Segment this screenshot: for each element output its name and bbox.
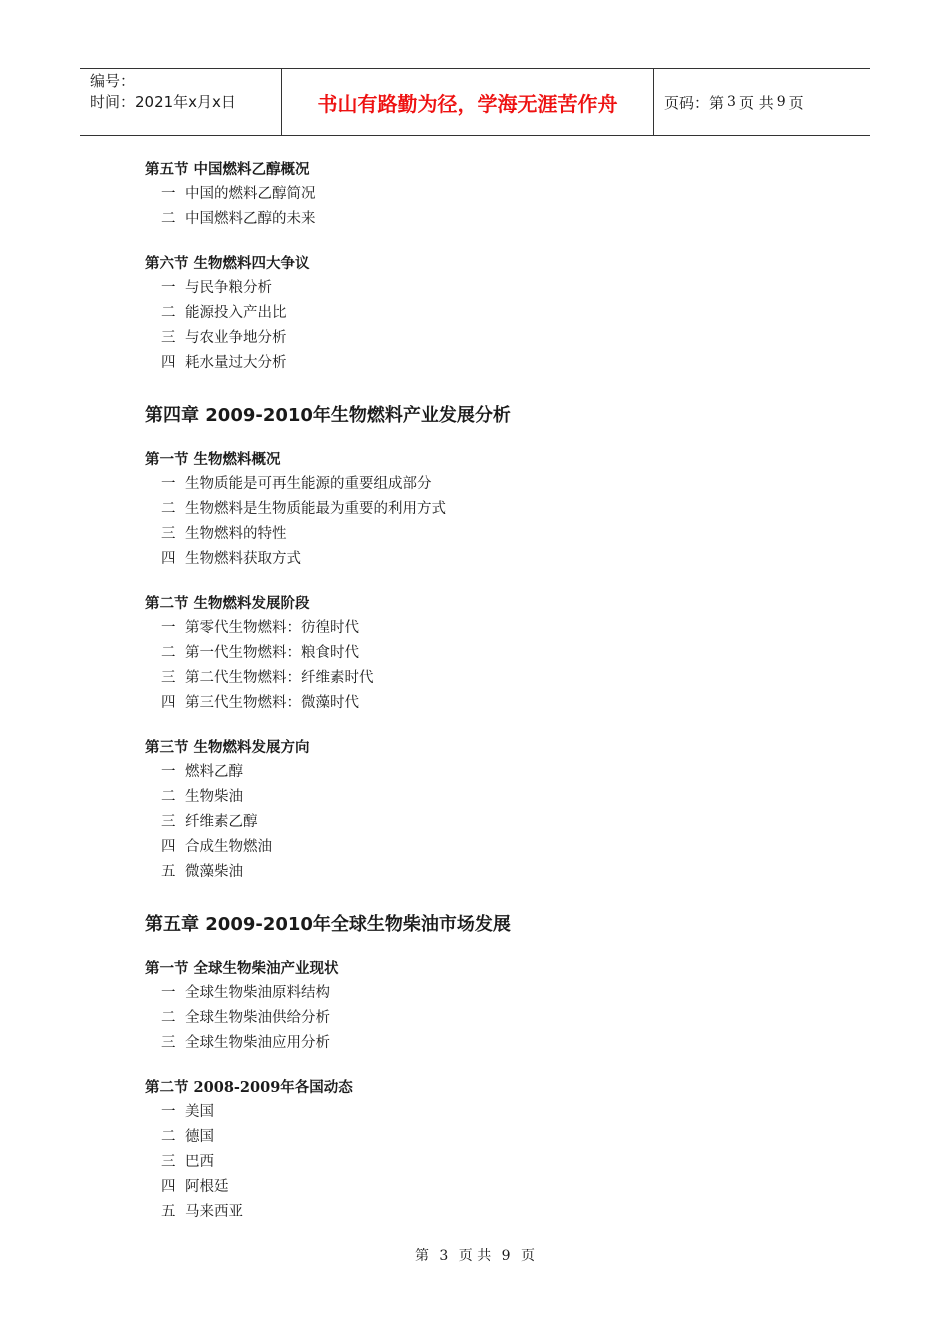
item-index: 三 [161, 330, 176, 346]
list-item [145, 472, 845, 497]
list-item [145, 1031, 845, 1056]
item-text: 与民争粮分析 [185, 280, 272, 296]
item-text: 马来西亚 [185, 1204, 243, 1220]
page-mid: 页 共 [738, 93, 774, 112]
item-index: 三 [161, 526, 176, 542]
list-item [145, 616, 845, 641]
section-title: 第六节 生物燃料四大争议 [145, 255, 310, 272]
item-index: 一 [161, 476, 176, 492]
item-index: 一 [161, 620, 176, 636]
item-index: 二 [161, 645, 176, 661]
header-page-number [654, 69, 870, 135]
item-text: 耗水量过大分析 [185, 355, 287, 371]
document-code-label: 编号： [90, 72, 136, 90]
item-text: 全球生物柴油应用分析 [185, 1035, 330, 1051]
list-item [145, 497, 845, 522]
document-date: 时间：2021年x月x日 [90, 93, 236, 111]
item-index: 一 [161, 186, 176, 202]
footer-current: 3 [439, 1248, 449, 1264]
list-item [145, 547, 845, 572]
list-item [145, 641, 845, 666]
item-index: 一 [161, 280, 176, 296]
chapter-title: 第四章 2009-2010年生物燃料产业发展分析 [145, 405, 511, 426]
item-index: 二 [161, 789, 176, 805]
section-title: 第一节 生物燃料概况 [145, 451, 281, 468]
section-title: 第二节 生物燃料发展阶段 [145, 595, 310, 612]
item-text: 第三代生物燃料：微藻时代 [185, 695, 359, 711]
item-text: 第一代生物燃料：粮食时代 [185, 645, 359, 661]
footer-prefix: 第 [414, 1248, 429, 1264]
item-text: 生物柴油 [185, 789, 243, 805]
chapter-title: 第五章 2009-2010年全球生物柴油市场发展 [145, 914, 511, 935]
item-index: 二 [161, 211, 176, 227]
header-motto: 书山有路勤为径，学海无涯苦作舟 [282, 69, 654, 135]
item-index: 三 [161, 814, 176, 830]
list-item [145, 207, 845, 232]
page-current: 3 [727, 94, 736, 110]
item-text: 阿根廷 [185, 1179, 229, 1195]
item-text: 合成生物燃油 [185, 839, 272, 855]
list-item [145, 182, 845, 207]
item-index: 四 [161, 1179, 176, 1195]
list-item [145, 301, 845, 326]
list-item [145, 666, 845, 691]
item-text: 生物燃料是生物质能最为重要的利用方式 [185, 501, 446, 517]
item-text: 微藻柴油 [185, 864, 243, 880]
footer-suffix: 页 [521, 1248, 536, 1264]
list-item [145, 351, 845, 376]
header-meta [80, 69, 282, 135]
item-text: 生物燃料获取方式 [185, 551, 301, 567]
item-text: 中国的燃料乙醇简况 [185, 186, 316, 202]
page-header [80, 68, 870, 136]
section-title: 第五节 中国燃料乙醇概况 [145, 161, 310, 178]
list-item [145, 1150, 845, 1175]
page-suffix: 页 [788, 93, 804, 112]
item-text: 美国 [185, 1104, 214, 1120]
list-item [145, 981, 845, 1006]
item-index: 一 [161, 764, 176, 780]
item-index: 一 [161, 985, 176, 1001]
list-item [145, 1125, 845, 1150]
item-text: 全球生物柴油供给分析 [185, 1010, 330, 1026]
page-total: 9 [776, 94, 786, 110]
item-index: 二 [161, 1129, 176, 1145]
section-title: 第一节 全球生物柴油产业现状 [145, 960, 339, 977]
table-of-contents [145, 158, 845, 1225]
item-text: 中国燃料乙醇的未来 [185, 211, 316, 227]
footer-mid: 页 共 [458, 1248, 492, 1264]
list-item [145, 691, 845, 716]
item-text: 能源投入产出比 [185, 305, 287, 321]
item-text: 第二代生物燃料：纤维素时代 [185, 670, 374, 686]
item-text: 第零代生物燃料：彷徨时代 [185, 620, 359, 636]
item-index: 三 [161, 1154, 176, 1170]
item-index: 一 [161, 1104, 176, 1120]
list-item [145, 276, 845, 301]
item-index: 五 [161, 1204, 176, 1220]
list-item [145, 835, 845, 860]
section-title: 第二节 2008-2009年各国动态 [145, 1079, 353, 1096]
item-text: 巴西 [185, 1154, 214, 1170]
item-text: 全球生物柴油原料结构 [185, 985, 330, 1001]
item-index: 二 [161, 501, 176, 517]
item-index: 五 [161, 864, 176, 880]
list-item [145, 860, 845, 885]
item-index: 四 [161, 839, 176, 855]
list-item [145, 1200, 845, 1225]
item-index: 四 [161, 551, 176, 567]
item-text: 纤维素乙醇 [185, 814, 258, 830]
list-item [145, 810, 845, 835]
item-text: 德国 [185, 1129, 214, 1145]
list-item [145, 326, 845, 351]
item-index: 二 [161, 1010, 176, 1026]
list-item [145, 522, 845, 547]
list-item [145, 760, 845, 785]
item-index: 二 [161, 305, 176, 321]
item-index: 四 [161, 695, 176, 711]
footer-total: 9 [501, 1248, 511, 1264]
page-prefix: 页码：第 [664, 93, 725, 112]
item-text: 生物质能是可再生能源的重要组成部分 [185, 476, 432, 492]
item-index: 三 [161, 670, 176, 686]
section-title: 第三节 生物燃料发展方向 [145, 739, 310, 756]
page-footer [0, 1245, 950, 1265]
item-text: 与农业争地分析 [185, 330, 287, 346]
item-index: 三 [161, 1035, 176, 1051]
item-text: 生物燃料的特性 [185, 526, 287, 542]
item-index: 四 [161, 355, 176, 371]
list-item [145, 1006, 845, 1031]
list-item [145, 1175, 845, 1200]
list-item [145, 785, 845, 810]
list-item [145, 1100, 845, 1125]
item-text: 燃料乙醇 [185, 764, 243, 780]
